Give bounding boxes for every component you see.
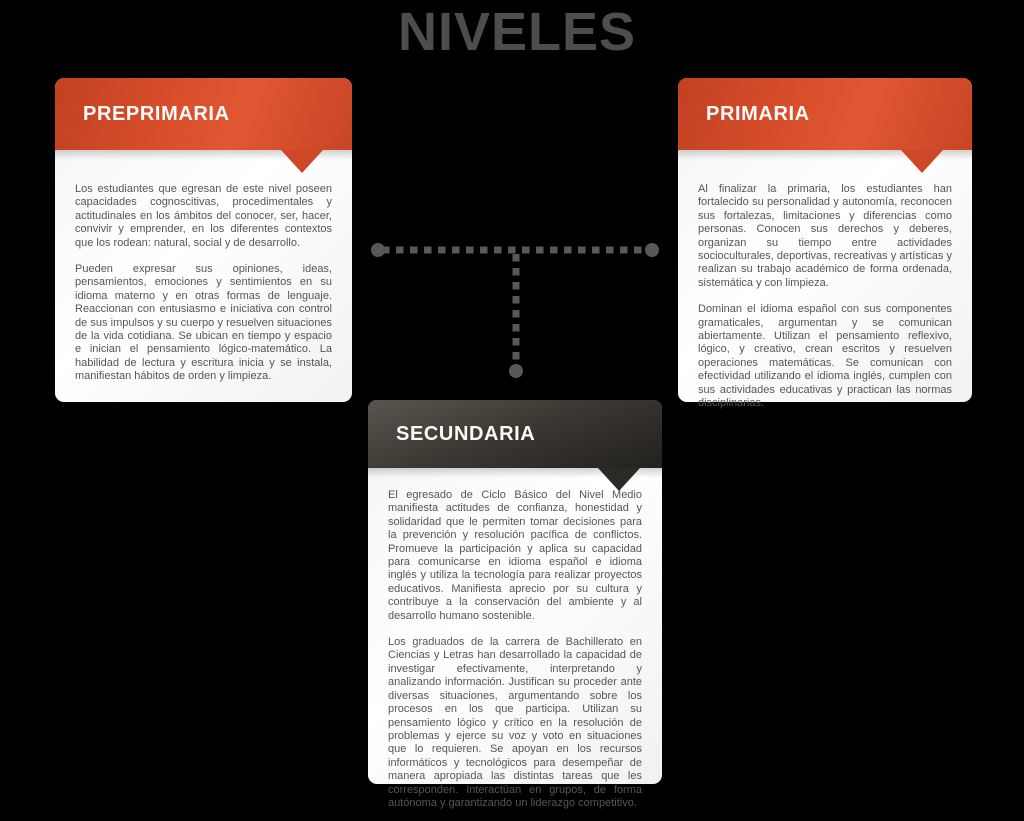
card-title-preprimaria: PREPRIMARIA (83, 102, 230, 125)
connector-endpoint-dot (509, 364, 523, 378)
triangle-down-icon (901, 150, 943, 173)
paragraph: Los graduados de la carrera de Bachillerato en Ciencias y Letras han desarrollado la capacidad de investigar efectivamente, interpretando y analizando información. Justifican su proceder ante diversas situaciones, argumentando sobre los procesos en los que participa. Utilizan su pensamiento lógico y crítico en la resolución de problemas y ejerce su voz y voto en situaciones que lo requieren. Se apoyan en los recursos informáticos y tecnológicos para desempeñar de manera apropiada las distintas tareas que les corresponden. Interactúan en grupos, de forma autónoma y garantizando un liderazgo competitivo. (388, 636, 642, 809)
paragraph: Pueden expresar sus opiniones, ideas, pensamientos, emociones y sentimientos en su idioma materno y en otras formas de lenguaje. Reaccionan con entusiasmo e iniciativa con control de sus impulsos y su cuerpo y resuelven situaciones de la vida cotidiana. Se ubican en tiempo y espacio e inician el pensamiento lógico-matemático. La habilidad de lectura y escritura inicia y se instala, manifiestan hábitos de orden y limpieza. (75, 263, 332, 383)
card-header (678, 78, 972, 150)
triangle-down-icon (598, 468, 640, 491)
page-title: NIVELES (397, 2, 637, 62)
card-primaria (678, 78, 972, 410)
paragraph: El egresado de Ciclo Básico del Nivel Medio manifiesta actitudes de confianza, honestidad y solidaridad que le permiten tomar decisiones para la prevención y resolución pacífica de conflictos. Promueve la participación y aplica su capacidad para comunicarse en idioma español e idioma inglés y utiliza la tecnología para realizar proyectos educativos. Manifiesta aprecio por su cultura y contribuye a la conservación del ambiente y al desarrollo humano sostenible. (388, 489, 642, 622)
card-title-primaria: PRIMARIA (706, 102, 810, 125)
card-body (368, 468, 662, 809)
paragraph: Dominan el idioma español con sus componentes gramaticales, argumentan y se comunican abiertamente. Utilizan el pensamiento reflexivo, lógico, y creativo, crean escritos y resuelven operaciones matemáticas. Se comunican con efectividad utilizando el idioma inglés, cumplen con sus actividades educativas y practican las normas disciplinarias. (698, 303, 952, 410)
connector-endpoint-dot (645, 243, 659, 257)
paragraph: Los estudiantes que egresan de este nivel poseen capacidades cognoscitivas, procedimentales y actitudinales en los ámbitos del conocer, ser, hacer, convivir y emprender, en los diferentes contextos que los rodean: natural, social y de desarrollo. (75, 183, 332, 249)
card-body (55, 150, 352, 402)
card-title-secundaria: SECUNDARIA (396, 422, 536, 445)
card-preprimaria (55, 78, 352, 402)
card-body (678, 150, 972, 410)
paragraph: Al finalizar la primaria, los estudiantes han fortalecido su personalidad y autonomía, reconocen sus fortalezas, limitaciones y diferencias como personas. Conocen sus derechos y deberes, organizan su tiempo entre actividades socioculturales, deportivas, recreativas y artísticas y realizan su trabajo académico de forma ordenada, sistemática y con limpieza. (698, 183, 952, 289)
card-header (55, 78, 352, 150)
card-header (368, 400, 662, 468)
card-secundaria (368, 400, 662, 809)
connector-endpoint-dot (371, 243, 385, 257)
triangle-down-icon (281, 150, 323, 173)
